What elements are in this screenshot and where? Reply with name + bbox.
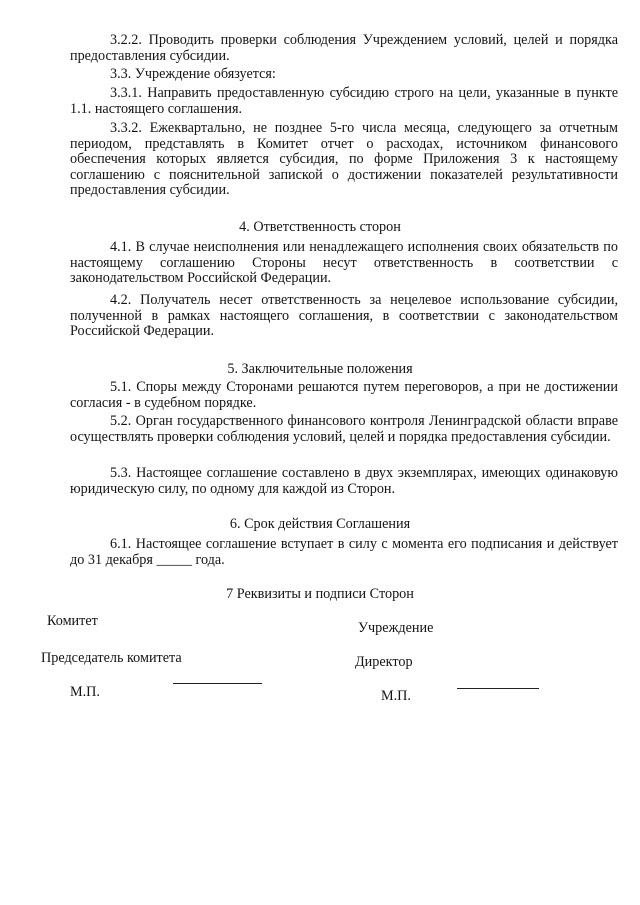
paragraph-5-3: 5.3. Настоящее соглашение составлено в двух экземплярах, имеющих одинаковую юридическую силу, по одному для каждой из Сторон.	[70, 465, 618, 497]
left-stamp-label: М.П.	[70, 684, 100, 700]
paragraph-3-3-1: 3.3.1. Направить предоставленную субсидию строго на цели, указанные в пункте 1.1. настоящего соглашения.	[70, 85, 618, 117]
right-stamp-label: М.П.	[381, 688, 411, 704]
paragraph-3-2-2: 3.2.2. Проводить проверки соблюдения Учреждением условий, целей и порядка предоставления субсидии.	[70, 32, 618, 64]
right-position-label: Директор	[355, 654, 413, 670]
paragraph-5-2: 5.2. Орган государственного финансового контроля Ленинградской области вправе осуществлять проверки соблюдения условий, целей и порядка предоставления субсидии.	[70, 413, 618, 445]
right-party-label: Учреждение	[358, 620, 434, 636]
section-heading-6: 6. Срок действия Соглашения	[229, 516, 411, 532]
paragraph-6-1: 6.1. Настоящее соглашение вступает в силу с момента его подписания и действует до 31 декабря _____ года.	[70, 536, 618, 568]
paragraph-3-3: 3.3. Учреждение обязуется:	[110, 66, 276, 82]
right-signature-line	[457, 688, 539, 689]
section-heading-4: 4. Ответственность сторон	[239, 219, 401, 235]
paragraph-5-1: 5.1. Споры между Сторонами решаются путем переговоров, а при не достижении согласия - в судебном порядке.	[70, 379, 618, 411]
paragraph-3-3-2: 3.3.2. Ежеквартально, не позднее 5-го числа месяца, следующего за отчетным периодом, представлять в Комитет отчет о расходах, источником финансового обеспечения которых является субсидия, по форме Приложения 3 к настоящему соглашению с пояснительной запиской о достижении показателей результативности предоставления субсидии.	[70, 120, 618, 199]
paragraph-4-2: 4.2. Получатель несет ответственность за нецелевое использование субсидии, полученной в рамках настоящего соглашения, в соответствии с законодательством Российской Федерации.	[70, 292, 618, 340]
left-position-label: Председатель комитета	[41, 650, 182, 666]
paragraph-4-1: 4.1. В случае неисполнения или ненадлежащего исполнения своих обязательств по настоящему соглашению Стороны несут ответственность в соответствии с законодательством Российской Федерации.	[70, 239, 618, 287]
section-heading-5: 5. Заключительные положения	[227, 361, 413, 377]
left-signature-line	[173, 683, 262, 684]
left-party-label: Комитет	[47, 613, 98, 629]
section-heading-7: 7 Реквизиты и подписи Сторон	[226, 586, 414, 602]
